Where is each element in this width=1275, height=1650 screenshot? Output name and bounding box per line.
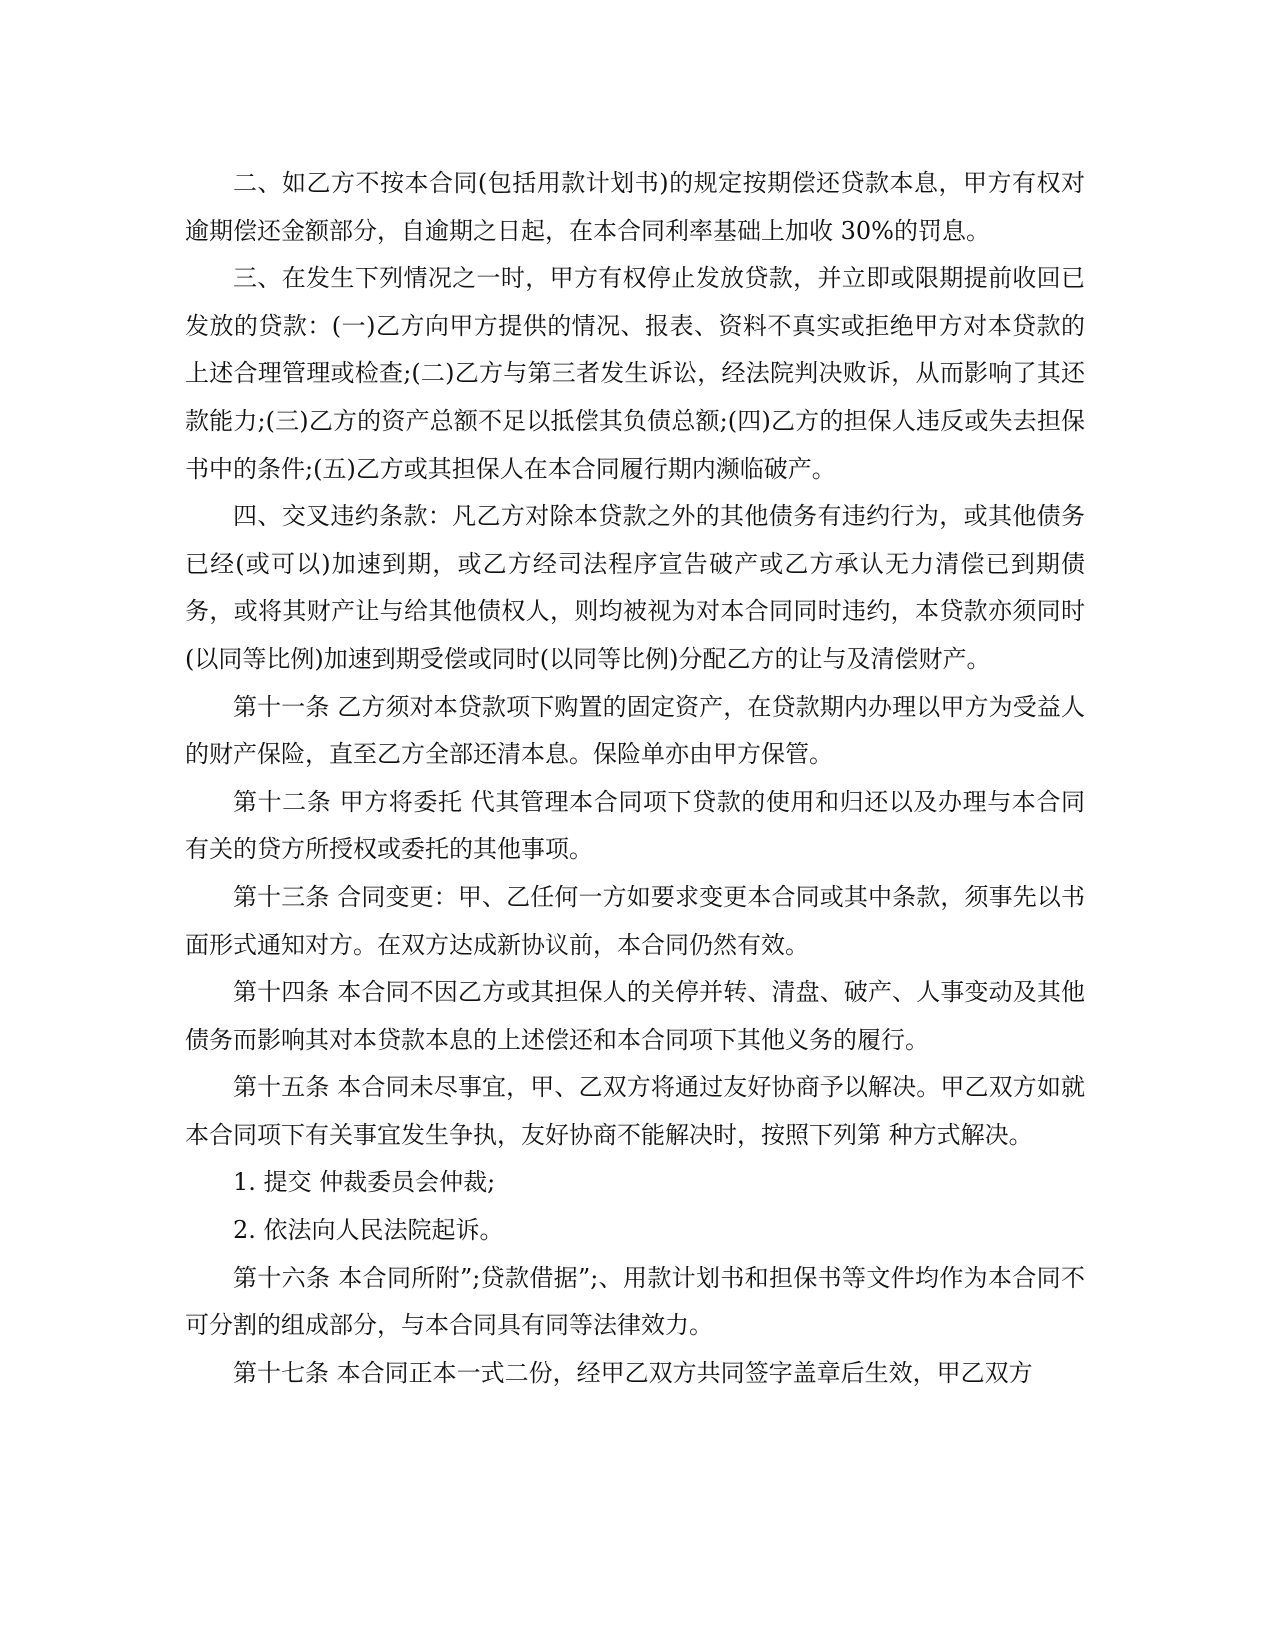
document-body (185, 160, 1085, 1397)
paragraph-article-16: 第十六条 本合同所附”;贷款借据”;、用款计划书和担保书等文件均作为本合同不可分割的组成部分，与本合同具有同等法律效力。 (185, 1263, 1085, 1340)
paragraph-article-17: 第十七条 本合同正本一式二份，经甲乙双方共同签字盖章后生效，甲乙双方 (233, 1358, 1033, 1387)
paragraph-article-11: 第十一条 乙方须对本贷款项下购置的固定资产，在贷款期内办理以甲方为受益人的财产保险，直至乙方全部还清本息。保险单亦由甲方保管。 (185, 692, 1085, 769)
list-item-arbitration: 1. 提交 仲裁委员会仲裁; (233, 1168, 496, 1197)
paragraph-cross-default: 四、交叉违约条款：凡乙方对除本贷款之外的其他债务有违约行为，或其他债务已经(或可以)加速到期，或乙方经司法程序宣告破产或乙方承认无力清偿已到期债务，或将其财产让与给其他债权人，则均被视为对本合同同时违约，本贷款亦须同时(以同等比例)加速到期受偿或同时(以同等比例)分配乙方的让与及清偿财产。 (185, 502, 1085, 673)
list-item-litigation: 2. 依法向人民法院起诉。 (233, 1216, 504, 1245)
paragraph-overdue-penalty: 二、如乙方不按本合同(包括用款计划书)的规定按期偿还贷款本息，甲方有权对逾期偿还金额部分，自逾期之日起，在本合同利率基础上加收 30%的罚息。 (185, 169, 1085, 245)
paragraph-article-14: 第十四条 本合同不因乙方或其担保人的关停并转、清盘、破产、人事变动及其他债务而影响其对本贷款本息的上述偿还和本合同项下其他义务的履行。 (185, 978, 1085, 1054)
paragraph-article-15: 第十五条 本合同未尽事宜，甲、乙双方将通过友好协商予以解决。甲乙双方如就本合同项下有关事宜发生争执，友好协商不能解决时，按照下列第 种方式解决。 (185, 1073, 1085, 1149)
paragraph-article-13: 第十三条 合同变更：甲、乙任何一方如要求变更本合同或其中条款，须事先以书面形式通知对方。在双方达成新协议前，本合同仍然有效。 (185, 882, 1085, 959)
paragraph-stop-loan-conditions: 三、在发生下列情况之一时，甲方有权停止发放贷款，并立即或限期提前收回已发放的贷款：(一)乙方向甲方提供的情况、报表、资料不真实或拒绝甲方对本贷款的上述合理管理或检查;(二)乙方与第三者发生诉讼，经法院判决败诉，从而影响了其还款能力;(三)乙方的资产总额不足以抵偿其负债总额;(四)乙方的担保人违反或失去担保书中的条件;(五)乙方或其担保人在本合同履行期内濒临破产。 (185, 264, 1085, 483)
paragraph-article-12: 第十二条 甲方将委托 代其管理本合同项下贷款的使用和归还以及办理与本合同有关的贷方所授权或委托的其他事项。 (185, 787, 1085, 864)
